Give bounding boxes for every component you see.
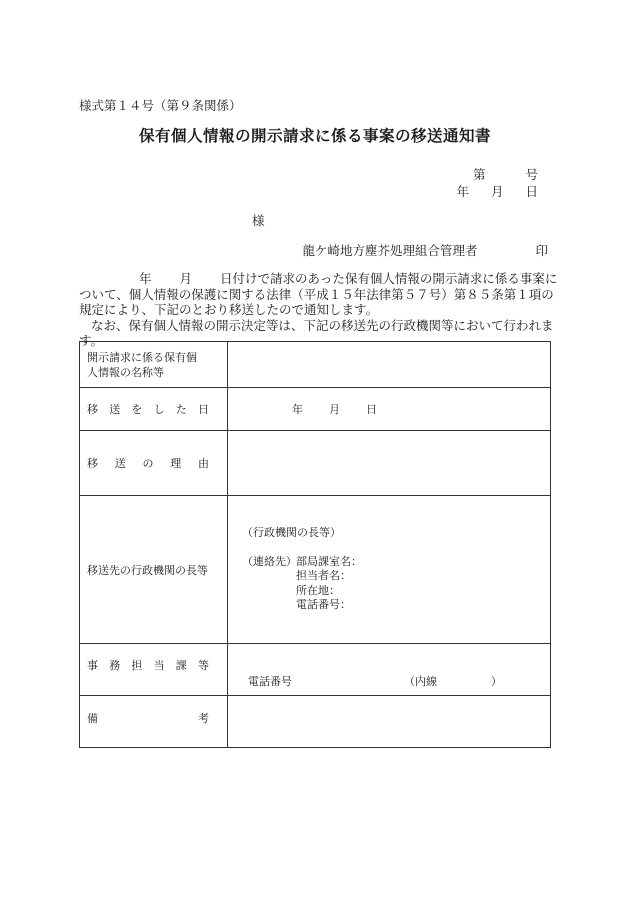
document-date: [456, 182, 538, 200]
transfer-reason-field[interactable]: [228, 431, 551, 496]
table-row: [80, 431, 551, 496]
doc-no-go: 号: [525, 167, 538, 182]
body-text: [79, 271, 559, 349]
extension-open: （内線: [404, 674, 437, 688]
sender: [302, 241, 548, 259]
office-phone-label: 電話番号: [248, 674, 292, 688]
document-number: [473, 165, 538, 183]
transfer-date-month: 月: [329, 403, 340, 416]
contact-phone: 電話番号：: [296, 598, 351, 612]
contact-department: 部局課室名：: [296, 554, 362, 568]
table-row: [80, 696, 551, 748]
info-name-field[interactable]: [228, 342, 551, 388]
contact-address: 所在地：: [296, 583, 340, 597]
doc-date-month: 月: [490, 184, 504, 199]
destination-head: （行政機関の長等）: [242, 526, 341, 540]
row-label-transfer-date: 移 送 を し た 日: [80, 388, 228, 431]
extension-close: ）: [491, 674, 502, 688]
sender-name: 龍ケ崎地方塵芥処理組合管理者: [302, 243, 478, 258]
doc-date-year: 年: [456, 184, 469, 199]
body-rest: 日付けで請求のあった保有個人情報の開示請求に係る事案について、個人情報の保護に関する法律（平成１５年法律第５７号）第８５条第１項の規定により、下記のとおり移送したので通知します。: [79, 271, 558, 318]
table-row: [80, 496, 551, 644]
body-month: 月: [179, 271, 193, 286]
body-year: 年: [139, 271, 152, 286]
row-label-info-name: 開示請求に係る保有個人情報の名称等: [80, 342, 228, 388]
body-paragraph-2: なお、保有個人情報の開示決定等は、下記の移送先の行政機関等において行われます。: [79, 317, 554, 349]
transfer-date-day: 日: [366, 403, 377, 416]
transfer-date-year: 年: [292, 403, 303, 416]
transfer-info-table: [79, 341, 551, 748]
form-number: 様式第１４号（第９条関係）: [79, 98, 242, 113]
table-row: [80, 644, 551, 696]
office-field[interactable]: [228, 644, 551, 696]
row-label-transfer-reason: 移 送 の 理 由: [80, 431, 228, 496]
row-label-destination: 移送先の行政機関の長等: [80, 496, 228, 644]
destination-field[interactable]: [228, 496, 551, 644]
contact-person: 担当者名：: [296, 569, 351, 583]
body-paragraph-1: [79, 271, 559, 318]
table-row: [80, 388, 551, 431]
doc-no-dai: 第: [472, 167, 486, 182]
table-row: [80, 342, 551, 388]
contact-label: （連絡先）: [242, 554, 297, 568]
seal-mark: 印: [535, 243, 548, 258]
remarks-field[interactable]: [228, 696, 551, 748]
row-label-remarks: 備 考: [80, 696, 228, 748]
document-title: 保有個人情報の開示請求に係る事案の移送通知書: [138, 126, 491, 145]
doc-date-day: 日: [525, 184, 538, 199]
row-label-office: 事 務 担 当 課 等: [80, 644, 228, 696]
transfer-date-field[interactable]: [228, 388, 551, 431]
addressee-suffix: 様: [252, 213, 265, 228]
